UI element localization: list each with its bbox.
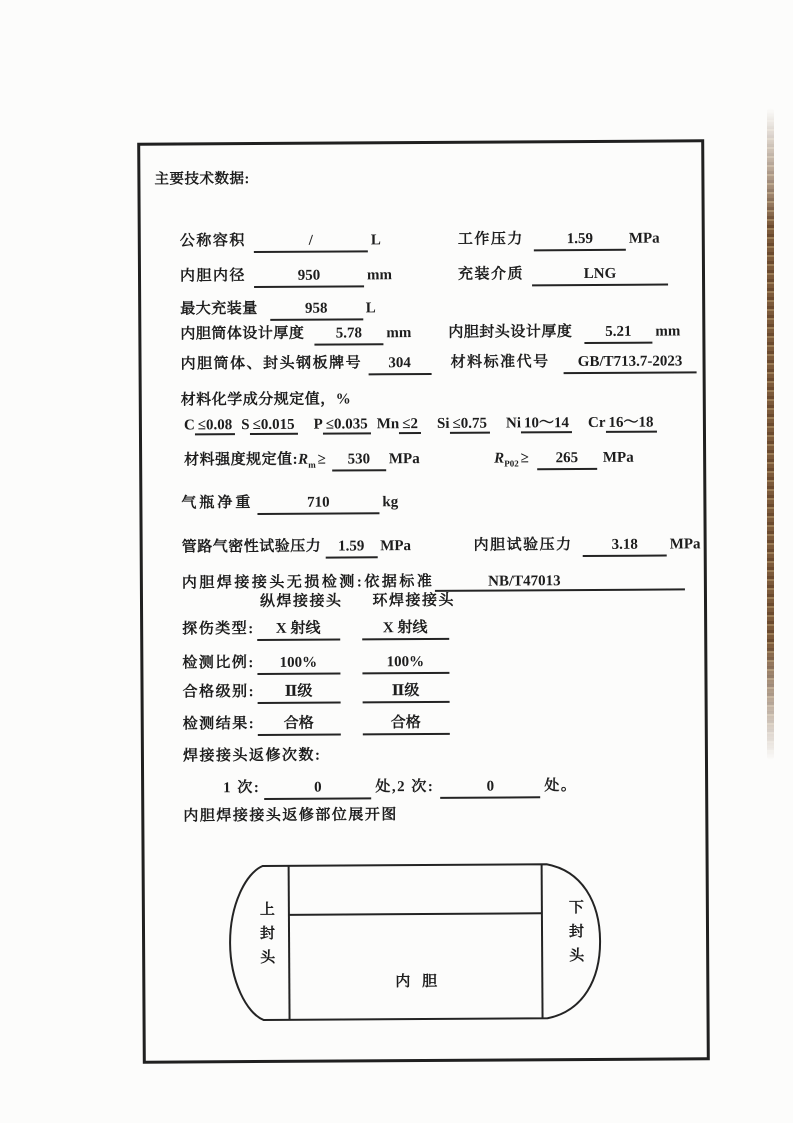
field-label: 内胆内径: [179, 268, 247, 285]
field-value-underline: 1.59: [325, 537, 377, 558]
longitudinal-weld-line: [289, 913, 542, 915]
field-label: 材料标准代号: [450, 354, 550, 371]
weld-col2-underline: 100%: [362, 653, 449, 675]
repair-middle-label: 处,2 次:: [375, 778, 435, 796]
field-value-underline: 530: [332, 450, 386, 471]
repair-title: 焊接接头返修次数:: [182, 747, 322, 765]
field-label: 内胆试验压力: [473, 537, 573, 554]
chemistry-title: 材料化学成分规定值，%: [180, 391, 352, 409]
longitudinal-weld-header: 纵焊接接头: [259, 593, 343, 610]
field-label: 内胆焊接接头无损检测:依据标准: [181, 573, 435, 592]
field-label: 气瓶净重: [181, 495, 254, 512]
field-row-liner-diameter: [180, 263, 700, 288]
field-value-underline: 710: [257, 493, 379, 515]
field-value-underline: 1.59: [534, 230, 626, 252]
field-unit: mm: [386, 325, 412, 342]
weld-row-label: 合格级别:: [182, 684, 256, 701]
upper-head-label: 上封头: [257, 900, 275, 974]
element-symbol: C: [183, 417, 195, 434]
lower-head-weld-line: [542, 864, 543, 1018]
field-value-underline: 958: [270, 299, 363, 321]
field-label: 充装介质: [457, 266, 525, 283]
weld-col1-underline: 合格: [257, 715, 340, 737]
liner-label: 内 胆: [395, 973, 442, 991]
weld-col2-underline: X 射线: [362, 619, 449, 641]
field-label: 管路气密性试验压力: [181, 538, 322, 556]
field-label: 内胆封头设计厚度: [448, 324, 573, 341]
field-unit: MPa: [388, 451, 420, 468]
field-value-underline: 3.18: [583, 536, 667, 558]
technical-data-form-frame: [137, 139, 710, 1063]
element-symbol: P: [313, 416, 323, 433]
element-symbol: Ni: [505, 415, 522, 432]
weld-col1-underline: X 射线: [257, 620, 340, 642]
repair-counts-row: [223, 776, 577, 800]
field-unit: MPa: [628, 230, 660, 247]
field-filling-medium: [458, 264, 668, 287]
field-value-underline: 5.78: [314, 324, 383, 345]
field-unit: L: [365, 300, 376, 317]
element-limit: 10～14: [521, 415, 572, 433]
field-label: 内胆筒体设计厚度: [180, 325, 305, 343]
field-row-design-thickness: [180, 321, 700, 346]
scan-edge-strip: [767, 108, 774, 760]
rm-symbol: R: [298, 451, 309, 468]
upper-head-weld-line: [289, 866, 290, 1020]
element-symbol: Si: [436, 415, 450, 432]
weld-table-header: [260, 591, 455, 612]
field-row-steel-grade: [180, 351, 700, 376]
repair-first-underline: 0: [264, 778, 371, 800]
field-material-standard: [450, 351, 696, 375]
circumferential-weld-header: 环焊接接头: [372, 592, 456, 610]
chemistry-item: [241, 417, 297, 433]
element-limit: ≤0.015: [250, 417, 298, 435]
field-label: 内胆筒体、封头钢板牌号: [180, 355, 363, 373]
rp-strength: [494, 448, 634, 474]
element-symbol: Mn: [376, 416, 400, 433]
chemistry-item: [314, 416, 371, 432]
field-unit: kg: [382, 494, 399, 511]
field-unit: mm: [655, 323, 681, 340]
field-unit: MPa: [380, 538, 412, 555]
chemistry-item: [588, 415, 657, 431]
element-symbol: Cr: [587, 414, 606, 431]
element-limit: ≤0.75: [449, 416, 490, 434]
weld-col2-underline: Ⅱ级: [362, 682, 449, 704]
chemistry-item: [437, 416, 490, 432]
rp-symbol: R: [494, 450, 505, 467]
field-value-underline: 304: [368, 354, 431, 375]
strength-row: [184, 447, 704, 475]
element-symbol: S: [241, 417, 250, 434]
element-limit: ≤0.08: [195, 417, 236, 435]
ge-sign: ≥: [520, 450, 529, 467]
weld-row-label: 探伤类型:: [182, 621, 255, 638]
element-limit: 16～18: [605, 415, 656, 433]
chemistry-item: [184, 417, 235, 435]
liner-weld-diagram: [227, 861, 604, 1023]
field-value-underline: 5.21: [584, 323, 652, 344]
field-row-nominal-volume: [180, 228, 700, 253]
weld-row-inspection-ratio: [182, 652, 449, 676]
repair-end-label: 处。: [544, 778, 578, 795]
diagram-caption: 内胆焊接接头返修部位展开图: [183, 807, 398, 825]
field-row-max-filling: [180, 298, 376, 321]
weld-row-result: [183, 713, 450, 737]
field-value-underline: 950: [254, 266, 364, 288]
rm-subscript: m: [308, 459, 316, 470]
weld-row-flaw-type: [182, 618, 449, 642]
field-label: 公称容积: [179, 233, 246, 250]
field-working-pressure: [458, 229, 660, 252]
field-label: 最大充装量: [180, 301, 258, 318]
field-liner-test-pressure: [474, 534, 701, 557]
field-unit: mm: [366, 267, 393, 284]
element-limit: ≤0.035: [323, 416, 371, 434]
field-row-test-pressures: [182, 534, 702, 559]
tank-outline: [230, 864, 601, 1020]
chemistry-item: [506, 415, 572, 431]
weld-row-acceptance-level: [182, 681, 449, 705]
page-title: 主要技术数据:: [154, 171, 250, 188]
rp-subscript: P02: [504, 458, 519, 469]
field-label: 材料强度规定值:: [184, 451, 299, 469]
field-value-underline: 265: [537, 449, 597, 470]
repair-first-label: 1 次:: [223, 780, 261, 797]
field-row-net-weight: [181, 492, 398, 515]
field-unit: L: [370, 232, 381, 249]
field-value-underline: LNG: [532, 265, 668, 287]
weld-col2-underline: 合格: [362, 714, 449, 736]
field-unit: MPa: [669, 536, 701, 553]
element-limit: ≤2: [399, 416, 421, 434]
field-value-underline: /: [254, 231, 368, 253]
field-head-thickness: [448, 321, 680, 344]
field-value-underline: GB/T713.7-2023: [564, 352, 697, 374]
weld-col1-underline: 100%: [257, 654, 340, 676]
weld-row-label: 检测结果:: [182, 716, 256, 733]
chemistry-row: [184, 413, 657, 436]
field-value-underline: NB/T47013: [434, 571, 684, 592]
chemistry-item: [377, 416, 421, 432]
lower-head-label: 下封头: [566, 899, 584, 972]
field-label: 工作压力: [457, 231, 524, 248]
weld-row-label: 检测比例:: [182, 655, 255, 672]
field-unit: MPa: [602, 449, 634, 466]
repair-second-underline: 0: [440, 777, 540, 799]
ge-sign: ≥: [317, 451, 326, 468]
weld-col1-underline: Ⅱ级: [257, 683, 340, 705]
